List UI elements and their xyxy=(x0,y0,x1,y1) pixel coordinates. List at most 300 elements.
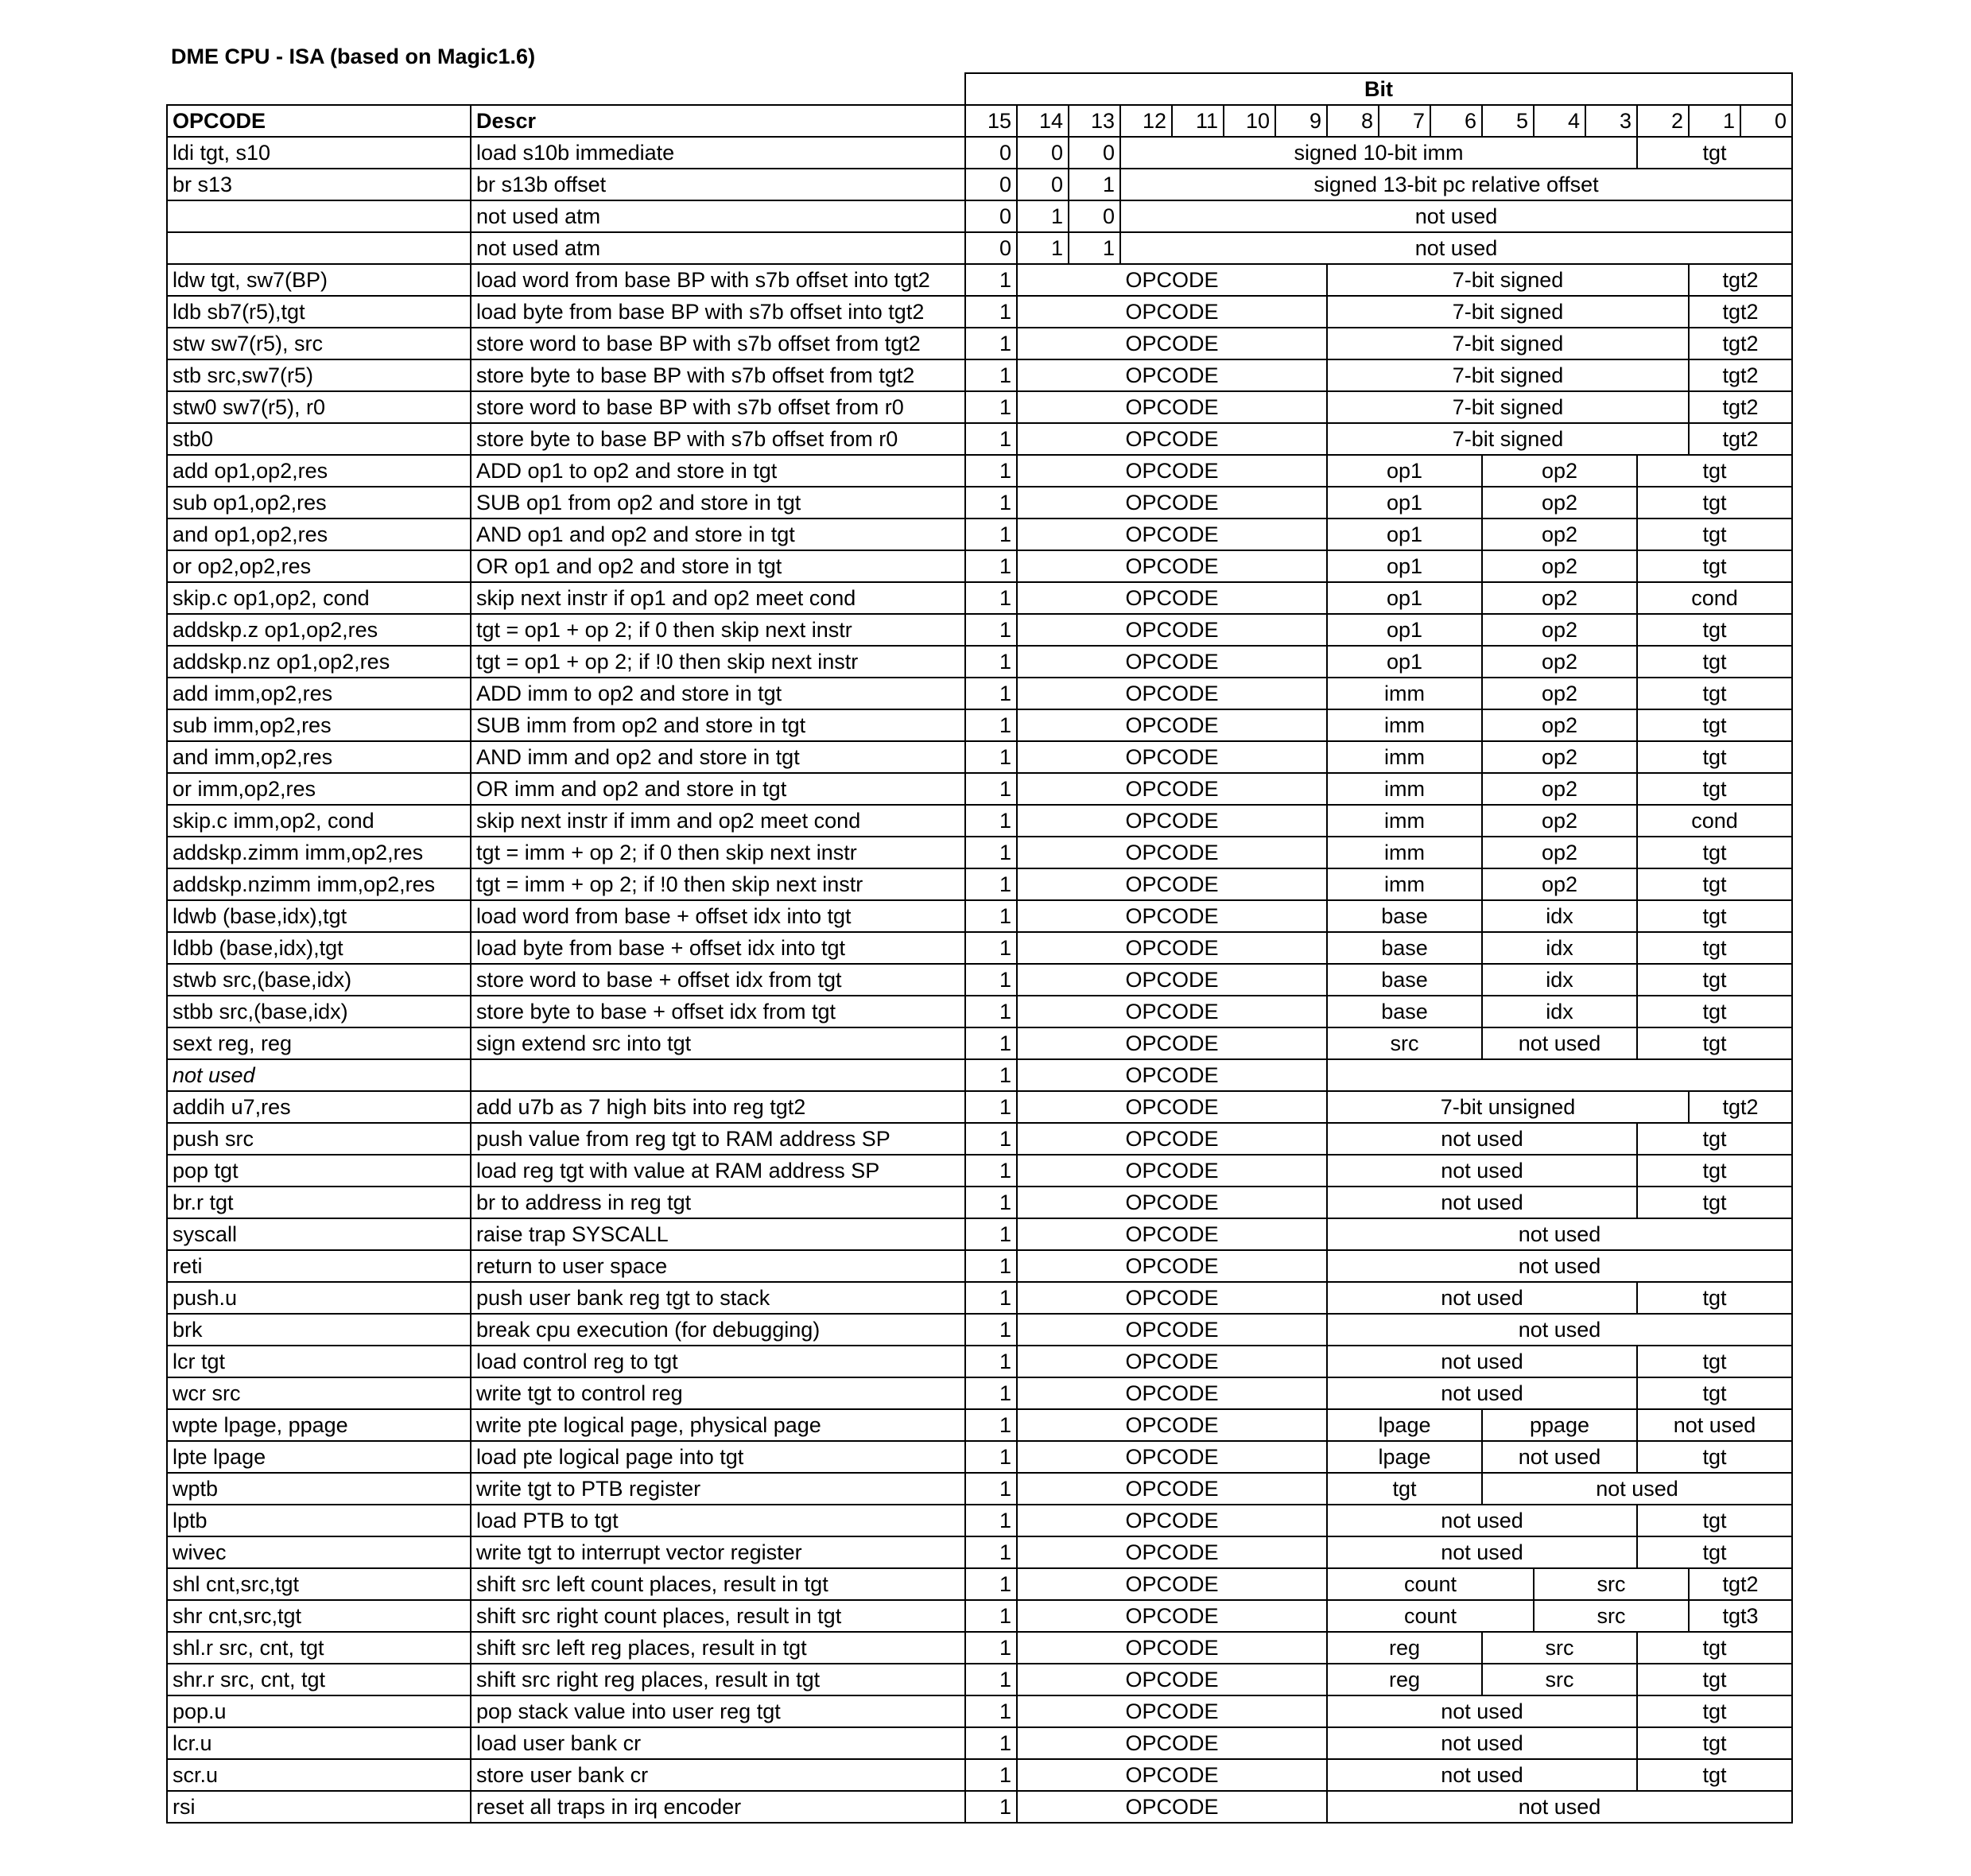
instruction-row xyxy=(167,1759,1792,1791)
bit-field: 7-bit signed xyxy=(1327,264,1689,296)
instruction-description: tgt = op1 + op 2; if 0 then skip next instr xyxy=(471,614,965,646)
instruction-description: load s10b immediate xyxy=(471,137,965,169)
bit-field: OPCODE xyxy=(1017,900,1327,932)
bit-field: not used xyxy=(1327,1791,1792,1823)
bit-field: imm xyxy=(1327,805,1482,837)
instruction-mnemonic: ldb sb7(r5),tgt xyxy=(167,296,471,328)
bit-field: imm xyxy=(1327,837,1482,868)
bit-field: tgt xyxy=(1637,455,1792,487)
bit-field: OPCODE xyxy=(1017,773,1327,805)
instruction-row xyxy=(167,487,1792,519)
bit-field: tgt xyxy=(1637,1759,1792,1791)
instruction-mnemonic xyxy=(167,200,471,232)
instruction-mnemonic: reti xyxy=(167,1250,471,1282)
bit-field: tgt xyxy=(1637,1727,1792,1759)
instruction-description: sign extend src into tgt xyxy=(471,1027,965,1059)
bit-field: tgt xyxy=(1637,741,1792,773)
bit-field: OPCODE xyxy=(1017,1091,1327,1123)
bit-field: op1 xyxy=(1327,646,1482,678)
instruction-mnemonic: wpte lpage, ppage xyxy=(167,1409,471,1441)
bit-field: not used xyxy=(1482,1441,1637,1473)
instruction-mnemonic: shl cnt,src,tgt xyxy=(167,1568,471,1600)
bit-field: 1 xyxy=(965,1568,1017,1600)
bit-field: tgt2 xyxy=(1689,296,1792,328)
instruction-mnemonic: lcr tgt xyxy=(167,1346,471,1377)
instruction-description: SUB op1 from op2 and store in tgt xyxy=(471,487,965,519)
bit-field: op2 xyxy=(1482,773,1637,805)
bit-number-header: 7 xyxy=(1379,105,1430,137)
bit-field: not used xyxy=(1327,1187,1637,1218)
instruction-row xyxy=(167,1600,1792,1632)
bit-field: 1 xyxy=(1069,169,1120,200)
bit-field: OPCODE xyxy=(1017,1250,1327,1282)
bit-field: not used xyxy=(1327,1727,1637,1759)
bit-field: op2 xyxy=(1482,837,1637,868)
instruction-mnemonic: pop.u xyxy=(167,1695,471,1727)
bit-field: op1 xyxy=(1327,455,1482,487)
bit-field: 1 xyxy=(965,296,1017,328)
bit-field: op2 xyxy=(1482,805,1637,837)
bit-field: 1 xyxy=(965,837,1017,868)
bit-field: 0 xyxy=(1017,169,1069,200)
bit-field: 1 xyxy=(965,1187,1017,1218)
bit-field: 1 xyxy=(965,1250,1017,1282)
bit-field: src xyxy=(1534,1600,1689,1632)
instruction-mnemonic: lcr.u xyxy=(167,1727,471,1759)
instruction-description: load byte from base + offset idx into tgt xyxy=(471,932,965,964)
instruction-row xyxy=(167,1791,1792,1823)
bit-number-header: 13 xyxy=(1069,105,1120,137)
bit-field: 1 xyxy=(965,1441,1017,1473)
instruction-description: store user bank cr xyxy=(471,1759,965,1791)
instruction-description: load pte logical page into tgt xyxy=(471,1441,965,1473)
bit-field: 1 xyxy=(965,550,1017,582)
bit-field: 1 xyxy=(965,1632,1017,1664)
instruction-mnemonic: stw0 sw7(r5), r0 xyxy=(167,391,471,423)
instruction-description: raise trap SYSCALL xyxy=(471,1218,965,1250)
bit-field: not used xyxy=(1327,1155,1637,1187)
bit-field: base xyxy=(1327,932,1482,964)
bit-field: 1 xyxy=(965,582,1017,614)
instruction-row xyxy=(167,1314,1792,1346)
bit-field: not used xyxy=(1327,1346,1637,1377)
bit-field: 1 xyxy=(965,1505,1017,1536)
instruction-mnemonic: and op1,op2,res xyxy=(167,519,471,550)
instruction-mnemonic: wptb xyxy=(167,1473,471,1505)
bit-field: base xyxy=(1327,900,1482,932)
bit-field: not used xyxy=(1482,1473,1792,1505)
instruction-row xyxy=(167,1632,1792,1664)
bit-number-header: 1 xyxy=(1689,105,1740,137)
instruction-row xyxy=(167,868,1792,900)
bit-field: OPCODE xyxy=(1017,1282,1327,1314)
instruction-description: store word to base + offset idx from tgt xyxy=(471,964,965,996)
bit-field: 1 xyxy=(965,1695,1017,1727)
bit-field: OPCODE xyxy=(1017,519,1327,550)
instruction-description: tgt = imm + op 2; if 0 then skip next instr xyxy=(471,837,965,868)
bit-field: not used xyxy=(1327,1314,1792,1346)
instruction-row xyxy=(167,805,1792,837)
bit-number-header: 4 xyxy=(1534,105,1585,137)
bit-field: not used xyxy=(1327,1282,1637,1314)
instruction-mnemonic: sub imm,op2,res xyxy=(167,709,471,741)
instruction-description: write tgt to PTB register xyxy=(471,1473,965,1505)
instruction-description: reset all traps in irq encoder xyxy=(471,1791,965,1823)
bit-field: OPCODE xyxy=(1017,1218,1327,1250)
instruction-description: tgt = op1 + op 2; if !0 then skip next instr xyxy=(471,646,965,678)
instruction-mnemonic: skip.c op1,op2, cond xyxy=(167,582,471,614)
bit-field: 1 xyxy=(965,359,1017,391)
instruction-description: store byte to base BP with s7b offset from tgt2 xyxy=(471,359,965,391)
bit-field: tgt xyxy=(1637,709,1792,741)
instruction-description: push value from reg tgt to RAM address SP xyxy=(471,1123,965,1155)
bit-field: OPCODE xyxy=(1017,1314,1327,1346)
bit-field: OPCODE xyxy=(1017,1632,1327,1664)
bit-field: 1 xyxy=(965,932,1017,964)
bit-field: OPCODE xyxy=(1017,1536,1327,1568)
instruction-mnemonic: or imm,op2,res xyxy=(167,773,471,805)
instruction-mnemonic: stw sw7(r5), src xyxy=(167,328,471,359)
bit-field: not used xyxy=(1327,1695,1637,1727)
bit-field: OPCODE xyxy=(1017,1664,1327,1695)
bit-field: 7-bit signed xyxy=(1327,423,1689,455)
bit-field: 1 xyxy=(965,964,1017,996)
bit-field: op2 xyxy=(1482,678,1637,709)
instruction-row xyxy=(167,137,1792,169)
instruction-mnemonic: scr.u xyxy=(167,1759,471,1791)
bit-field: imm xyxy=(1327,741,1482,773)
bit-field: src xyxy=(1482,1664,1637,1695)
instruction-row xyxy=(167,1282,1792,1314)
bit-field: not used xyxy=(1327,1377,1637,1409)
bit-field: op1 xyxy=(1327,487,1482,519)
bit-field: not used xyxy=(1327,1536,1637,1568)
bit-field: idx xyxy=(1482,900,1637,932)
instruction-row xyxy=(167,455,1792,487)
instruction-description: skip next instr if op1 and op2 meet cond xyxy=(471,582,965,614)
instruction-mnemonic: or op2,op2,res xyxy=(167,550,471,582)
instruction-row xyxy=(167,264,1792,296)
instruction-row xyxy=(167,709,1792,741)
bit-field: not used xyxy=(1327,1759,1637,1791)
instruction-row xyxy=(167,328,1792,359)
bit-field: tgt xyxy=(1637,614,1792,646)
bit-field: OPCODE xyxy=(1017,1155,1327,1187)
bit-field: signed 13-bit pc relative offset xyxy=(1120,169,1792,200)
bit-field: 1 xyxy=(965,805,1017,837)
instruction-row xyxy=(167,391,1792,423)
instruction-description: br to address in reg tgt xyxy=(471,1187,965,1218)
instruction-description xyxy=(471,1059,965,1091)
bit-field: tgt xyxy=(1637,646,1792,678)
instruction-mnemonic: addskp.nz op1,op2,res xyxy=(167,646,471,678)
bit-field: op2 xyxy=(1482,741,1637,773)
instruction-row xyxy=(167,1059,1792,1091)
bit-number-header: 0 xyxy=(1740,105,1792,137)
bit-field: lpage xyxy=(1327,1441,1482,1473)
instruction-mnemonic: not used xyxy=(167,1059,471,1091)
bit-field: tgt xyxy=(1637,773,1792,805)
bit-number-header: 10 xyxy=(1224,105,1275,137)
instruction-mnemonic: shr cnt,src,tgt xyxy=(167,1600,471,1632)
instruction-row xyxy=(167,519,1792,550)
bit-field: op2 xyxy=(1482,868,1637,900)
instruction-row xyxy=(167,1346,1792,1377)
bit-number-header: 14 xyxy=(1017,105,1069,137)
bit-field: OPCODE xyxy=(1017,1727,1327,1759)
bit-field: OPCODE xyxy=(1017,1473,1327,1505)
instruction-mnemonic: stwb src,(base,idx) xyxy=(167,964,471,996)
bit-field: OPCODE xyxy=(1017,328,1327,359)
instruction-row xyxy=(167,1377,1792,1409)
bit-header: Bit xyxy=(965,73,1792,105)
bit-field: tgt xyxy=(1637,1027,1792,1059)
instruction-row xyxy=(167,1505,1792,1536)
bit-field: tgt xyxy=(1637,137,1792,169)
bit-field: 1 xyxy=(965,678,1017,709)
bit-field: OPCODE xyxy=(1017,868,1327,900)
bit-field: OPCODE xyxy=(1017,709,1327,741)
instruction-row xyxy=(167,1027,1792,1059)
bit-field: OPCODE xyxy=(1017,264,1327,296)
bit-field: 1 xyxy=(965,1536,1017,1568)
bit-field: OPCODE xyxy=(1017,455,1327,487)
bit-field: 1 xyxy=(965,1346,1017,1377)
bit-field: count xyxy=(1327,1600,1534,1632)
instruction-description: write tgt to control reg xyxy=(471,1377,965,1409)
bit-field: 1 xyxy=(965,1759,1017,1791)
instruction-mnemonic: push src xyxy=(167,1123,471,1155)
bit-field: 1 xyxy=(1017,232,1069,264)
instruction-row xyxy=(167,900,1792,932)
header-row-bit xyxy=(167,73,1792,105)
bit-field: ppage xyxy=(1482,1409,1637,1441)
bit-number-header: 9 xyxy=(1275,105,1327,137)
bit-field: 1 xyxy=(965,264,1017,296)
instruction-mnemonic: addskp.z op1,op2,res xyxy=(167,614,471,646)
instruction-row xyxy=(167,1664,1792,1695)
bit-field: OPCODE xyxy=(1017,1505,1327,1536)
instruction-row xyxy=(167,614,1792,646)
instruction-row xyxy=(167,582,1792,614)
bit-field: 1 xyxy=(965,868,1017,900)
opcode-column-header: OPCODE xyxy=(167,105,471,137)
instruction-row xyxy=(167,1536,1792,1568)
bit-field: idx xyxy=(1482,964,1637,996)
instruction-description: shift src left count places, result in tgt xyxy=(471,1568,965,1600)
bit-field: tgt xyxy=(1637,678,1792,709)
bit-field: OPCODE xyxy=(1017,1377,1327,1409)
instruction-mnemonic: addskp.nzimm imm,op2,res xyxy=(167,868,471,900)
bit-field: 1 xyxy=(1069,232,1120,264)
bit-field: not used xyxy=(1637,1409,1792,1441)
bit-field: 1 xyxy=(965,328,1017,359)
instruction-mnemonic: brk xyxy=(167,1314,471,1346)
bit-field: OPCODE xyxy=(1017,614,1327,646)
bit-number-header: 3 xyxy=(1585,105,1637,137)
bit-field: 1 xyxy=(965,487,1017,519)
bit-field: op1 xyxy=(1327,550,1482,582)
instruction-description: not used atm xyxy=(471,200,965,232)
instruction-description: shift src left reg places, result in tgt xyxy=(471,1632,965,1664)
instruction-description: load reg tgt with value at RAM address SP xyxy=(471,1155,965,1187)
instruction-description: OR imm and op2 and store in tgt xyxy=(471,773,965,805)
bit-field: 1 xyxy=(965,519,1017,550)
instruction-description: br s13b offset xyxy=(471,169,965,200)
instruction-description: write tgt to interrupt vector register xyxy=(471,1536,965,1568)
bit-field: 1 xyxy=(965,996,1017,1027)
instruction-description: add u7b as 7 high bits into reg tgt2 xyxy=(471,1091,965,1123)
bit-field: tgt xyxy=(1637,1505,1792,1536)
instruction-mnemonic: wcr src xyxy=(167,1377,471,1409)
bit-field: OPCODE xyxy=(1017,1409,1327,1441)
instruction-mnemonic: lpte lpage xyxy=(167,1441,471,1473)
bit-field: op2 xyxy=(1482,487,1637,519)
bit-field: 0 xyxy=(965,200,1017,232)
instruction-description: return to user space xyxy=(471,1250,965,1282)
bit-field: tgt xyxy=(1637,1377,1792,1409)
bit-field: tgt xyxy=(1637,1282,1792,1314)
bit-number-header: 5 xyxy=(1482,105,1534,137)
bit-number-header: 6 xyxy=(1430,105,1482,137)
bit-field: op2 xyxy=(1482,455,1637,487)
instruction-mnemonic: add op1,op2,res xyxy=(167,455,471,487)
bit-field: 1 xyxy=(965,1727,1017,1759)
bit-field: imm xyxy=(1327,868,1482,900)
instruction-description: SUB imm from op2 and store in tgt xyxy=(471,709,965,741)
bit-number-header: 8 xyxy=(1327,105,1379,137)
bit-field: 7-bit signed xyxy=(1327,328,1689,359)
bit-field: not used xyxy=(1327,1123,1637,1155)
bit-field: tgt xyxy=(1637,519,1792,550)
isa-table xyxy=(166,72,1793,1824)
bit-field: 1 xyxy=(965,423,1017,455)
instruction-description: ADD imm to op2 and store in tgt xyxy=(471,678,965,709)
bit-field: tgt xyxy=(1637,837,1792,868)
instruction-mnemonic: sext reg, reg xyxy=(167,1027,471,1059)
bit-field: OPCODE xyxy=(1017,996,1327,1027)
bit-field: 1 xyxy=(965,1059,1017,1091)
bit-field: tgt xyxy=(1637,996,1792,1027)
bit-field: OPCODE xyxy=(1017,837,1327,868)
instruction-description: store word to base BP with s7b offset from tgt2 xyxy=(471,328,965,359)
bit-field: OPCODE xyxy=(1017,296,1327,328)
bit-field: OPCODE xyxy=(1017,1346,1327,1377)
bit-field: op2 xyxy=(1482,582,1637,614)
bit-field: imm xyxy=(1327,678,1482,709)
instruction-mnemonic: br s13 xyxy=(167,169,471,200)
instruction-description: load word from base BP with s7b offset into tgt2 xyxy=(471,264,965,296)
bit-field: src xyxy=(1534,1568,1689,1600)
bit-field: 0 xyxy=(1069,200,1120,232)
bit-field: OPCODE xyxy=(1017,1123,1327,1155)
bit-number-header: 11 xyxy=(1172,105,1224,137)
bit-field: 0 xyxy=(1017,137,1069,169)
bit-field: not used xyxy=(1120,200,1792,232)
bit-number-header: 12 xyxy=(1120,105,1172,137)
instruction-description: break cpu execution (for debugging) xyxy=(471,1314,965,1346)
instruction-description: OR op1 and op2 and store in tgt xyxy=(471,550,965,582)
bit-field: tgt2 xyxy=(1689,391,1792,423)
instruction-description: store byte to base BP with s7b offset from r0 xyxy=(471,423,965,455)
bit-field: base xyxy=(1327,964,1482,996)
bit-field: tgt xyxy=(1327,1473,1482,1505)
bit-field: 7-bit signed xyxy=(1327,296,1689,328)
instruction-row xyxy=(167,423,1792,455)
instruction-row xyxy=(167,550,1792,582)
instruction-row xyxy=(167,296,1792,328)
instruction-mnemonic: pop tgt xyxy=(167,1155,471,1187)
instruction-mnemonic: ldbb (base,idx),tgt xyxy=(167,932,471,964)
bit-field: not used xyxy=(1120,232,1792,264)
bit-field: tgt2 xyxy=(1689,1568,1792,1600)
bit-field: cond xyxy=(1637,582,1792,614)
bit-field: tgt2 xyxy=(1689,328,1792,359)
bit-field: tgt xyxy=(1637,932,1792,964)
instruction-mnemonic: rsi xyxy=(167,1791,471,1823)
bit-field: not used xyxy=(1327,1218,1792,1250)
bit-field: OPCODE xyxy=(1017,582,1327,614)
instruction-mnemonic xyxy=(167,232,471,264)
bit-field: 1 xyxy=(965,1155,1017,1187)
bit-field: 1 xyxy=(965,391,1017,423)
bit-field: OPCODE xyxy=(1017,359,1327,391)
instruction-description: pop stack value into user reg tgt xyxy=(471,1695,965,1727)
bit-field: 0 xyxy=(965,169,1017,200)
bit-field: signed 10-bit imm xyxy=(1120,137,1637,169)
bit-field: imm xyxy=(1327,773,1482,805)
bit-field: tgt2 xyxy=(1689,264,1792,296)
instruction-row xyxy=(167,169,1792,200)
bit-field: 7-bit unsigned xyxy=(1327,1091,1689,1123)
bit-field: 1 xyxy=(965,709,1017,741)
instruction-description: tgt = imm + op 2; if !0 then skip next instr xyxy=(471,868,965,900)
bit-field: tgt xyxy=(1637,1536,1792,1568)
instruction-row xyxy=(167,837,1792,868)
instruction-description: shift src right count places, result in tgt xyxy=(471,1600,965,1632)
bit-field: 1 xyxy=(965,614,1017,646)
bit-field: OPCODE xyxy=(1017,646,1327,678)
instruction-description: load control reg to tgt xyxy=(471,1346,965,1377)
instruction-mnemonic: stbb src,(base,idx) xyxy=(167,996,471,1027)
instruction-mnemonic: addih u7,res xyxy=(167,1091,471,1123)
bit-field: 1 xyxy=(965,1282,1017,1314)
instruction-row xyxy=(167,232,1792,264)
bit-field: tgt2 xyxy=(1689,359,1792,391)
bit-field: OPCODE xyxy=(1017,964,1327,996)
instruction-mnemonic: skip.c imm,op2, cond xyxy=(167,805,471,837)
bit-field: 7-bit signed xyxy=(1327,391,1689,423)
bit-field: 1 xyxy=(965,741,1017,773)
bit-field: src xyxy=(1327,1027,1482,1059)
descr-column-header: Descr xyxy=(471,105,965,137)
bit-field: op1 xyxy=(1327,519,1482,550)
bit-field: OPCODE xyxy=(1017,932,1327,964)
bit-field: OPCODE xyxy=(1017,1441,1327,1473)
bit-field: tgt xyxy=(1637,1155,1792,1187)
instruction-row xyxy=(167,1695,1792,1727)
instruction-mnemonic: add imm,op2,res xyxy=(167,678,471,709)
instruction-row xyxy=(167,1155,1792,1187)
instruction-description: not used atm xyxy=(471,232,965,264)
instruction-mnemonic: lptb xyxy=(167,1505,471,1536)
bit-field: 1 xyxy=(965,773,1017,805)
bit-field: OPCODE xyxy=(1017,1187,1327,1218)
instruction-row xyxy=(167,964,1792,996)
instruction-description: AND imm and op2 and store in tgt xyxy=(471,741,965,773)
instruction-description: load word from base + offset idx into tgt xyxy=(471,900,965,932)
instruction-mnemonic: push.u xyxy=(167,1282,471,1314)
